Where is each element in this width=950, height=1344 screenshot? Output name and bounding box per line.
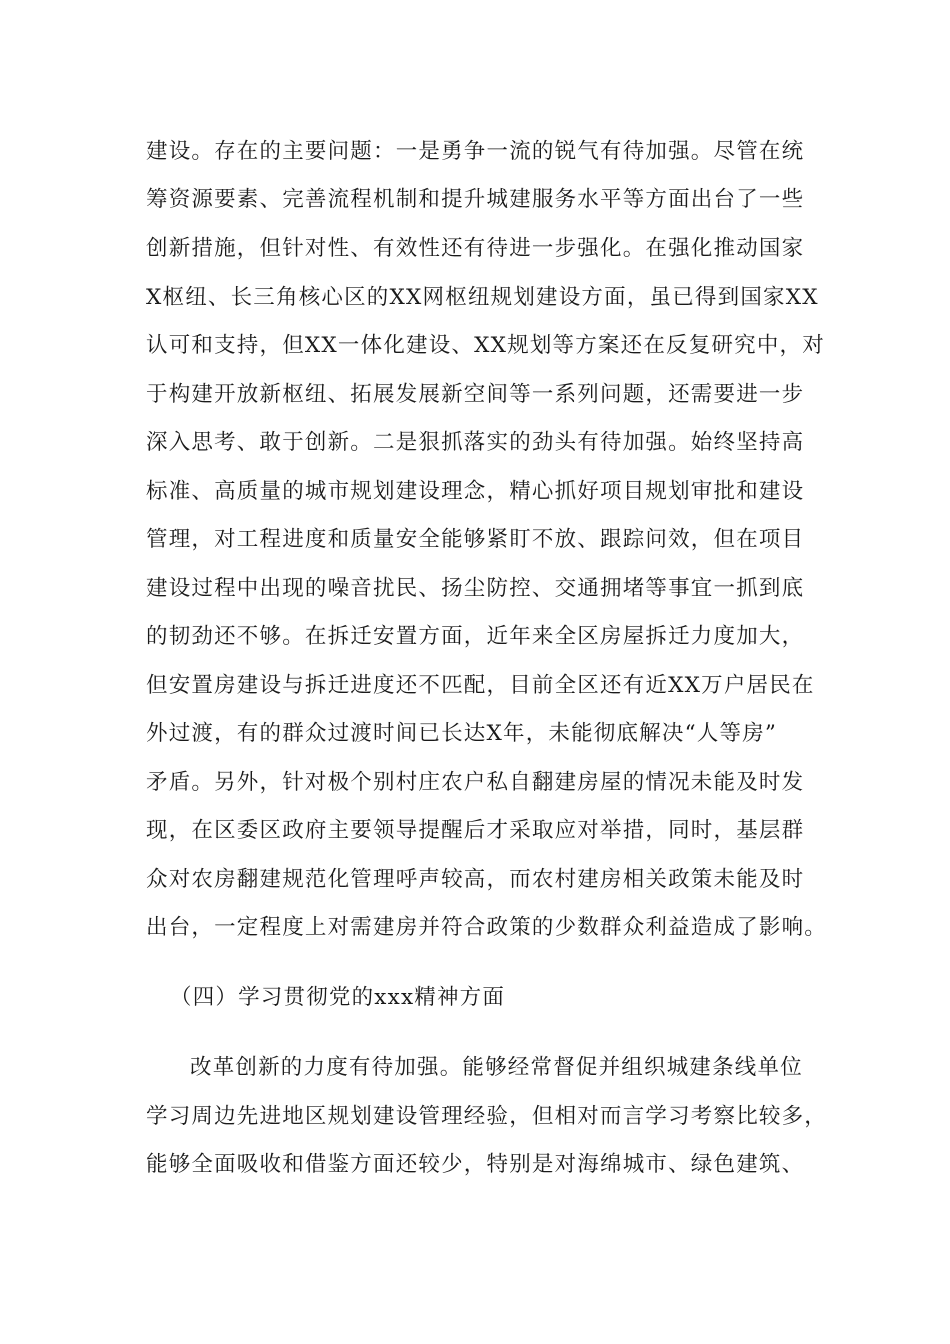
paragraph-line: 出台，一定程度上对需建房并符合政策的少数群众利益造成了影响。 xyxy=(146,915,828,940)
paragraph-line: 于构建开放新枢纽、拓展发展新空间等一系列问题，还需要进一步 xyxy=(146,382,805,407)
paragraph-line: X枢纽、长三角核心区的XX网枢纽规划建设方面，虽已得到国家XX xyxy=(146,285,819,310)
paragraph-line: 的韧劲还不够。在拆迁安置方面，近年来全区房屋拆迁力度加大， xyxy=(146,624,805,649)
paragraph-line: 深入思考、敢于创新。二是狠抓落实的劲头有待加强。始终坚持高 xyxy=(146,430,805,455)
paragraph-line: 现，在区委区政府主要领导提醒后才采取应对举措，同时，基层群 xyxy=(146,818,805,843)
paragraph-line: 建设。存在的主要问题：一是勇争一流的锐气有待加强。尽管在统 xyxy=(146,139,805,164)
paragraph-line: 建设过程中出现的噪音扰民、扬尘防控、交通拥堵等事宜一抓到底 xyxy=(146,576,805,601)
paragraph-line: 外过渡，有的群众过渡时间已长达X年，未能彻底解决“人等房” xyxy=(146,721,778,746)
paragraph-line: 学习周边先进地区规划建设管理经验，但相对而言学习考察比较多， xyxy=(146,1104,828,1129)
paragraph-line: 但安置房建设与拆迁进度还不匹配，目前全区还有近XX万户居民在 xyxy=(146,673,815,698)
paragraph-line: 标准、高质量的城市规划建设理念，精心抓好项目规划审批和建设 xyxy=(146,479,805,504)
paragraph-line: 改革创新的力度有待加强。能够经常督促并组织城建条线单位 xyxy=(190,1055,803,1080)
paragraph-line: 筹资源要素、完善流程机制和提升城建服务水平等方面出台了一些 xyxy=(146,187,805,212)
section-heading: （四）学习贯彻党的xxx精神方面 xyxy=(170,985,506,1010)
paragraph-line: 众对农房翻建规范化管理呼声较高，而农村建房相关政策未能及时 xyxy=(146,867,805,892)
paragraph-line: 管理，对工程进度和质量安全能够紧盯不放、跟踪问效，但在项目 xyxy=(146,527,805,552)
paragraph-line: 矛盾。另外，针对极个别村庄农户私自翻建房屋的情况未能及时发 xyxy=(146,770,805,795)
paragraph-line: 能够全面吸收和借鉴方面还较少，特别是对海绵城市、绿色建筑、 xyxy=(146,1152,805,1177)
paragraph-line: 创新措施，但针对性、有效性还有待进一步强化。在强化推动国家 xyxy=(146,236,805,261)
paragraph-line: 认可和支持，但XX一体化建设、XX规划等方案还在反复研究中，对 xyxy=(146,333,825,358)
